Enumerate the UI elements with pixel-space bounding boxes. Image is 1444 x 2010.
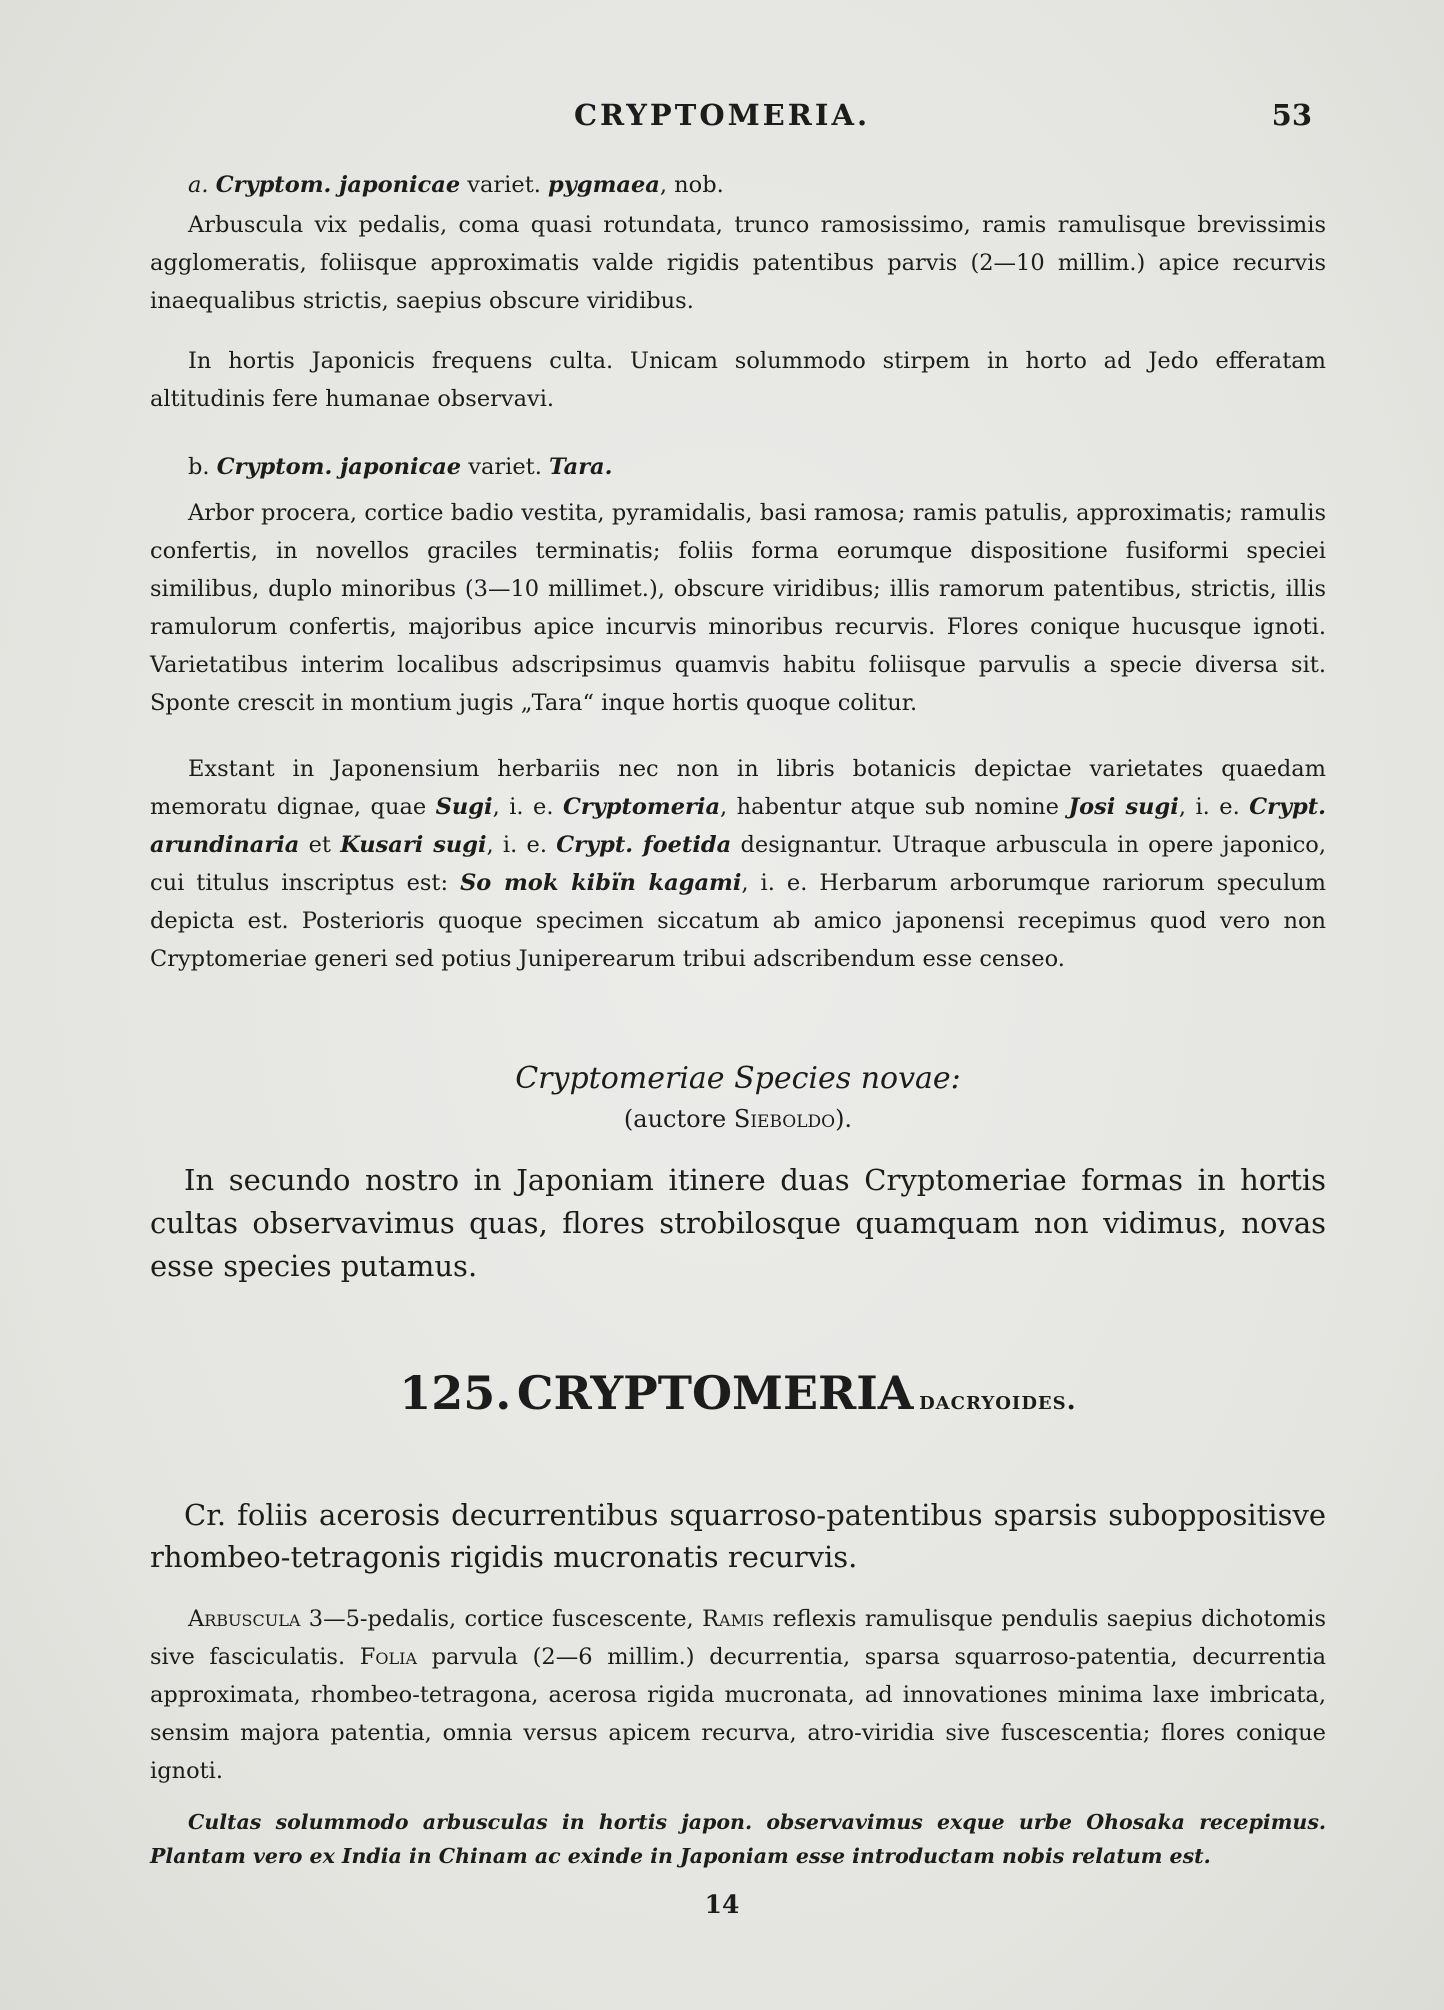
exstant-term: Cryptomeria: [562, 794, 721, 820]
rami-label: Ramis: [702, 1606, 765, 1632]
exstant-term: So mok kibïn kagami: [460, 870, 742, 896]
variety-b-name: Cryptom. japonicae: [216, 454, 462, 480]
variety-b-desc: Arbor procera, cortice badio vestita, pyramidalis, basi ramosa; ramis patulis, approximatis; ramulis confertis, in novellos graciles terminatis; foliis forma eorumque dispositione fusiformi speciei similibus, duplo minoribus (3—10 millimet.), obscure viridibus; illis ramorum patentibus, strictis, illis ramulorum confertis, majoribus apice incurvis minoribus recurvis. Flores conique hucusque ignoti. Varietatibus interim localibus adscripsimus quamvis habitu foliisque parvulis a specie diversa sit. Sponte crescit in montium jugis „Tara“ inque hortis quoque colitur.: [150, 500, 1326, 716]
species-125-note-block: [150, 1805, 1326, 1873]
auctore-line: [150, 1100, 1326, 1138]
species-novae-heading-block: [150, 1058, 1326, 1138]
page-number: 53: [1271, 98, 1312, 132]
exstant-term: Crypt. arundinaria: [150, 794, 1327, 858]
arbuscula-label: Arbuscula: [188, 1606, 301, 1632]
desc-text: 3—5-pedalis, cortice fuscescente,: [300, 1606, 703, 1632]
exstant-paragraph: [150, 750, 1326, 978]
auctore-post: ).: [835, 1105, 853, 1133]
auctore-pre: (auctore: [623, 1105, 734, 1133]
variety-b-varlabel: variet.: [468, 454, 542, 480]
exstant-text: , i. e.: [1178, 794, 1250, 820]
species-novae-lead: In secundo nostro in Japoniam itinere duas Cryptomeriae formas in hortis cultas observavimus quas, flores strobilosque quamquam non vidimus, novas esse species putamus.: [150, 1163, 1326, 1283]
variety-a-habitat-block: [150, 342, 1326, 418]
desc-text: reflexis ramulisque pendulis saepius dichotomis sive fasciculatis.: [150, 1606, 1326, 1670]
variety-a-varlabel: variet.: [467, 172, 541, 198]
running-head: [0, 98, 1444, 138]
signature-mark: 14: [704, 1890, 740, 1919]
exstant-text: Exstant in Japonensium herbariis nec non in libris botanicis depictae varietates quaedam memoratu dignae, quae: [150, 756, 1326, 820]
folia-label: Folia: [359, 1644, 417, 1670]
variety-a-desc: Arbuscula vix pedalis, coma quasi rotundata, trunco ramosissimo, ramis ramulisque brevissimis agglomeratis, foliisque approximatis valde rigidis patentibus parvis (2—10 millim.) apice recurvis inaequalibus strictis, saepius obscure viridibus.: [150, 212, 1326, 314]
running-head-title: CRYPTOMERIA.: [573, 98, 871, 132]
exstant-term: Josi sugi: [1068, 794, 1179, 820]
species-novae-heading: Cryptomeriae Species novae:: [515, 1061, 961, 1096]
exstant-term: Crypt. foetida: [556, 832, 732, 858]
exstant-block: [150, 750, 1326, 978]
exstant-text: designantur. Utraque arbuscula in opere japonico, cui titulus inscriptus est:: [150, 832, 1326, 896]
exstant-text: , i. e. Herbarum arborumque rariorum speculum depicta est. Posterioris quoque specimen siccatum ab amico japonensi recepimus quod vero non Cryptomeriae generi sed potius Juniperearum tribui adscribendum esse censeo.: [150, 870, 1327, 972]
variety-b-marker: b.: [188, 454, 210, 480]
species-125-title: [150, 1363, 1326, 1434]
exstant-text: et: [299, 832, 341, 858]
exstant-text: , habentur atque sub nomine: [720, 794, 1069, 820]
variety-a-description: [150, 206, 1326, 320]
species-description: [150, 1600, 1326, 1790]
species-epithet: dacryoides.: [919, 1386, 1077, 1416]
species-note: Cultas solummodo arbusculas in hortis japon. observavimus exque urbe Ohosaka recepimus. Plantam vero ex India in Chinam ac exinde in Japoniam esse introductam nobis relatum est.: [150, 1810, 1326, 1868]
auctore-name: Sieboldo: [733, 1105, 836, 1133]
variety-a-name: Cryptom. japonicae: [215, 172, 461, 198]
species-125-diagnosis-block: [150, 1494, 1326, 1578]
variety-b-epithet: Tara.: [549, 454, 613, 480]
desc-text: parvula (2—6 millim.) decurrentia, sparsa squarroso-patentia, decurrentia approximata, rhombeo-tetragona, acerosa rigida mucronata, ad innovationes minima laxe imbricata, sensim majora patentia, omnia versus apicem recurva, atro-viridia sive fuscescentia; flores conique ignoti.: [150, 1644, 1326, 1784]
species-diagnosis: Cr. foliis acerosis decurrentibus squarroso-patentibus sparsis suboppositisve rhombeo-tetragonis rigidis mucronatis recurvis.: [150, 1498, 1326, 1574]
species-novae-lead-block: [150, 1159, 1326, 1288]
exstant-text: , i. e.: [492, 794, 563, 820]
exstant-term: Sugi: [435, 794, 493, 820]
variety-a-heading: [150, 166, 1326, 204]
variety-a-habitat: In hortis Japonicis frequens culta. Unicam solummodo stirpem in horto ad Jedo efferatam altitudinis fere humanae observavi.: [150, 348, 1326, 412]
variety-b-description: [150, 494, 1326, 722]
species-number: 125.: [399, 1366, 512, 1420]
exstant-text: , i. e.: [486, 832, 557, 858]
variety-a-epithet: pygmaea: [548, 172, 660, 198]
variety-a-marker: a.: [188, 172, 209, 198]
exstant-term: Kusari sugi: [340, 832, 487, 858]
variety-b-heading: [150, 448, 1326, 486]
species-125-description-block: [150, 1600, 1326, 1790]
variety-a-author: , nob.: [659, 172, 724, 198]
species-genus: CRYPTOMERIA: [516, 1366, 914, 1420]
